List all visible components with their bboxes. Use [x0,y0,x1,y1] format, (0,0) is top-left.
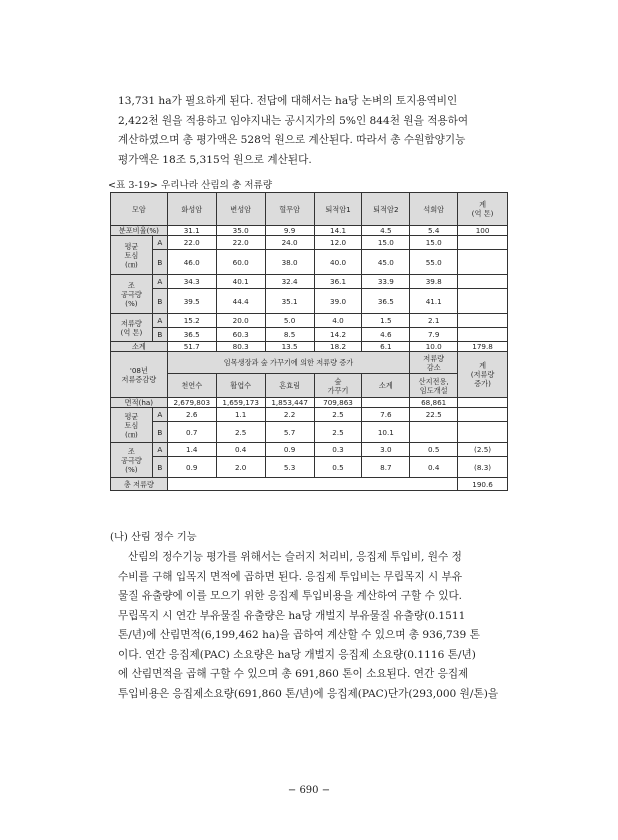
cell: 4.5 [362,226,410,236]
cell: 4.6 [362,328,410,342]
text-line: 무립목지 시 연간 부유물질 유출량은 ha당 개벌지 부유물질 유출량(0.1511 [118,609,466,622]
cell [458,328,508,342]
header-cell: 변성암 [216,193,265,226]
text-line: 수비를 구해 입목지 면적에 곱하면 된다. 응집제 투입비는 무립목지 시 부유 [118,570,463,583]
cell: 41.1 [410,289,458,314]
cell: 709,863 [314,398,362,408]
cell: 39.0 [314,289,362,314]
text-line: 톤/년)에 산림면적(6,199,462 ha)을 곱하여 계산할 수 있으며 총 936,739 톤 [118,629,480,641]
cell: 40.0 [314,250,362,275]
cell [410,422,458,443]
cell: 0.7 [167,422,216,443]
cell: 80.3 [216,342,265,352]
row-label: 분포비율(%) [111,226,168,236]
cell: 60.3 [216,328,265,342]
cell: 2.5 [314,422,362,443]
row-label: 평균 토심 (㎝) [111,408,153,443]
header-cell: 저류량 감소 [410,352,458,374]
cell: 5.7 [265,422,314,443]
table-row [111,408,508,422]
cell: 36.5 [167,328,216,342]
header-cell: 소계 [362,374,410,398]
grand-total-value: 190.6 [458,478,508,491]
table-header-row [111,374,508,398]
cell: 35.1 [265,289,314,314]
text-line: 에 산림면적을 곱해 구할 수 있으며 총 691,860 톤이 소요된다. 연간 응집제 [118,668,469,680]
text-line: 이다. 연간 응집제(PAC) 소요량은 ha당 개벌지 응집제 소요량(0.1116 톤/년) [118,648,476,661]
table-row [111,314,508,328]
cell [458,408,508,422]
table-header-row [111,352,508,374]
row-label: 면적(ha) [111,398,168,408]
table-row [111,478,508,491]
storage-table [110,192,508,491]
cell: 36.1 [314,275,362,289]
cell [458,289,508,314]
header-cell: 석회암 [410,193,458,226]
cell: 100 [458,226,508,236]
cell: 0.5 [410,443,458,457]
cell: (8.3) [458,457,508,478]
sub-label: A [152,236,167,250]
header-cell: 모암 [111,193,168,226]
cell: 36.5 [362,289,410,314]
cell [458,314,508,328]
cell: 5.0 [265,314,314,328]
cell [458,275,508,289]
cell: 0.5 [314,457,362,478]
row-label: 총 저류량 [111,478,168,491]
cell: 15.2 [167,314,216,328]
cell: 45.0 [362,250,410,275]
cell: 33.9 [362,275,410,289]
text-line: 2,422천 원을 적용하고 임야지내는 공시지가의 5%인 844천 원을 적용하여 [118,114,469,127]
cell: 13.5 [265,342,314,352]
cell: 20.0 [216,314,265,328]
sub-label: B [152,422,167,443]
text-line: 산림의 정수기능 평가를 위해서는 슬러지 처리비, 응집제 투입비, 원수 정 [128,551,462,563]
cell: 2.2 [265,408,314,422]
header-cell: 산지전용, 임도개설 [410,374,458,398]
table-row [111,328,508,342]
sub-label: A [152,443,167,457]
sub-label: B [152,289,167,314]
cell: 3.0 [362,443,410,457]
cell: 39.5 [167,289,216,314]
cell: 1.1 [216,408,265,422]
cell: 6.1 [362,342,410,352]
cell: 1,659,173 [216,398,265,408]
cell: 22.5 [410,408,458,422]
sub-label: B [152,250,167,275]
cell: 8.7 [362,457,410,478]
header-cell: 퇴적암1 [314,193,362,226]
body-paragraph [118,548,518,704]
section-subheading: (나) 산림 정수 기능 [110,532,197,543]
cell [362,398,410,408]
cell: 31.1 [167,226,216,236]
table-caption: <표 3-19> 우리나라 산림의 총 저류량 [108,180,273,191]
header-cell: 혈무암 [265,193,314,226]
sub-label: A [152,408,167,422]
header-cell: 임목생장과 숲 가꾸기에 의한 저류량 증가 [167,352,410,374]
header-cell: 활엽수 [216,374,265,398]
cell: 15.0 [362,236,410,250]
table-row [111,226,508,236]
cell: 51.7 [167,342,216,352]
cell: 1,853,447 [265,398,314,408]
sub-label: B [152,328,167,342]
table-row [111,398,508,408]
header-cell: 계 (저류량 증가) [458,352,508,398]
cell: 7.9 [410,328,458,342]
header-cell: 퇴적암2 [362,193,410,226]
table-row [111,250,508,275]
intro-paragraph [118,92,518,170]
cell: 68,861 [410,398,458,408]
row-label: 소계 [111,342,168,352]
header-cell: 혼효림 [265,374,314,398]
cell [458,250,508,275]
table-row [111,236,508,250]
cell: (2.5) [458,443,508,457]
row-label: 조 공극량 (%) [111,443,153,478]
text-line: 물질 유출량에 이를 모으기 위한 응집제 투입비용을 계산하여 구할 수 있다. [118,590,463,602]
cell: 0.9 [265,443,314,457]
row-label: 조 공극량 (%) [111,275,153,314]
text-line: 계산하였으며 총 평가액은 528억 원으로 계산된다. 따라서 총 수원함양기능 [118,134,466,146]
table-row [111,422,508,443]
cell: 34.3 [167,275,216,289]
sub-label: A [152,275,167,289]
sub-label: A [152,314,167,328]
cell: 2.5 [314,408,362,422]
cell: 10.1 [362,422,410,443]
cell: 4.0 [314,314,362,328]
cell: 0.4 [410,457,458,478]
cell: 18.2 [314,342,362,352]
cell [458,236,508,250]
cell: 179.8 [458,342,508,352]
header-cell: '08년 저류증감량 [111,352,168,398]
text-line: 13,731 ha가 필요하게 된다. 전답에 대해서는 ha당 논벼의 토지용역비인 [118,95,458,107]
table-row [111,275,508,289]
cell: 0.3 [314,443,362,457]
page-number: − 690 − [287,785,331,796]
cell: 2.1 [410,314,458,328]
cell: 2.5 [216,422,265,443]
cell: 22.0 [216,236,265,250]
cell: 0.4 [216,443,265,457]
cell: 1.5 [362,314,410,328]
sub-label: B [152,457,167,478]
table-row [111,289,508,314]
text-line: 투입비용은 응집제소요량(691,860 톤/년)에 응집제(PAC)단가(293,000 원/톤)을 [118,687,499,700]
row-label: 저류량 (억 톤) [111,314,153,342]
cell: 39.8 [410,275,458,289]
table-row [111,457,508,478]
cell: 5.4 [410,226,458,236]
header-cell: 계 (억 톤) [458,193,508,226]
table-header-row [111,193,508,226]
cell [167,478,457,491]
cell: 1.4 [167,443,216,457]
cell: 5.3 [265,457,314,478]
cell: 2,679,803 [167,398,216,408]
cell: 24.0 [265,236,314,250]
cell: 44.4 [216,289,265,314]
text-line: 평가액은 18조 5,315억 원으로 계산된다. [118,153,312,166]
header-cell: 천연수 [167,374,216,398]
cell: 12.0 [314,236,362,250]
cell: 14.2 [314,328,362,342]
cell: 32.4 [265,275,314,289]
table-row [111,443,508,457]
cell [458,398,508,408]
cell [458,422,508,443]
header-cell: 화성암 [167,193,216,226]
cell: 60.0 [216,250,265,275]
cell: 2.6 [167,408,216,422]
cell: 2.0 [216,457,265,478]
table-row [111,342,508,352]
cell: 35.0 [216,226,265,236]
cell: 46.0 [167,250,216,275]
cell: 22.0 [167,236,216,250]
cell: 9.9 [265,226,314,236]
cell: 15.0 [410,236,458,250]
cell: 7.6 [362,408,410,422]
row-label: 평균 토심 (㎝) [111,236,153,275]
cell: 0.9 [167,457,216,478]
cell: 8.5 [265,328,314,342]
cell: 55.0 [410,250,458,275]
cell: 38.0 [265,250,314,275]
cell: 40.1 [216,275,265,289]
cell: 14.1 [314,226,362,236]
cell: 10.0 [410,342,458,352]
header-cell: 숲 가꾸기 [314,374,362,398]
